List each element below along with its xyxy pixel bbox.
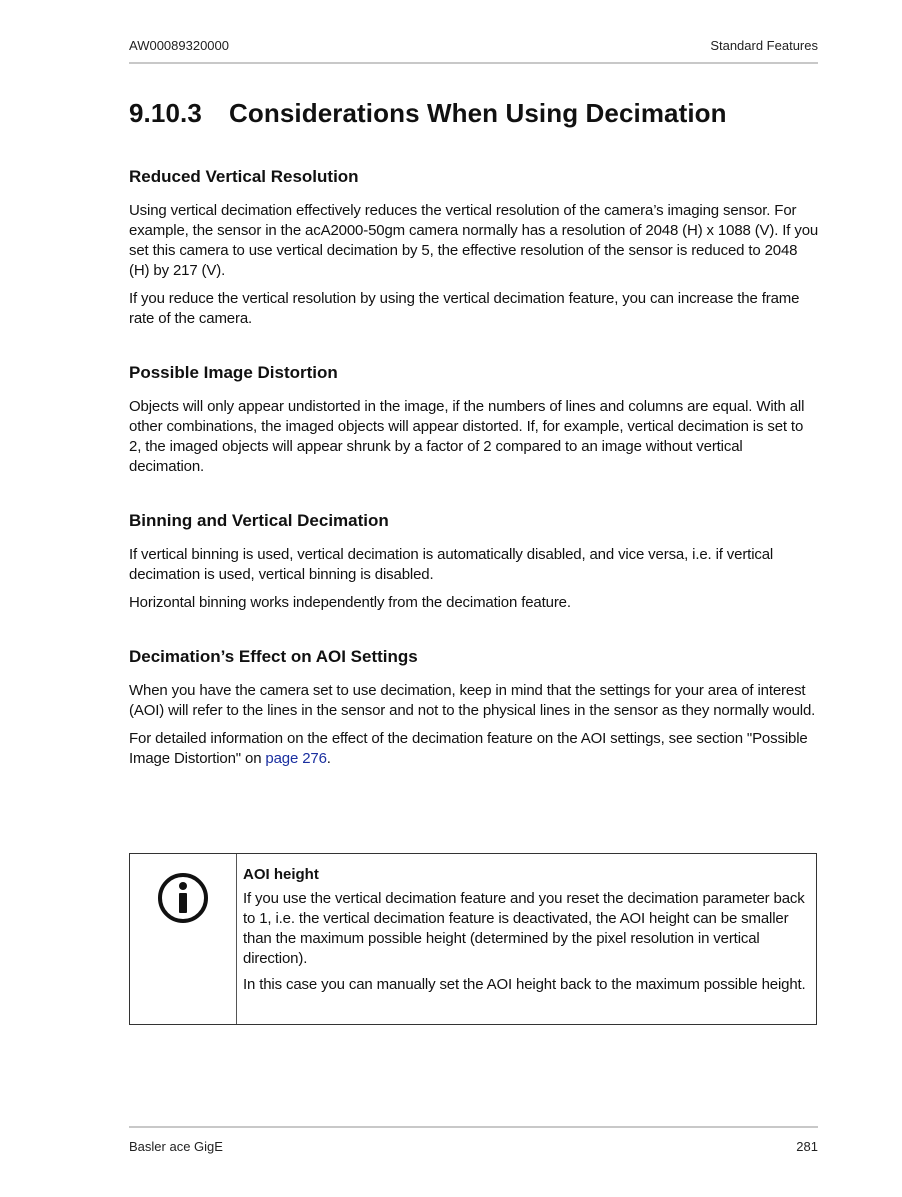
subsection-possible-image-distortion bbox=[129, 363, 819, 477]
paragraph: If you reduce the vertical resolution by using the vertical decimation feature, you can increase the frame rate of the camera. bbox=[129, 290, 800, 327]
note-title: AOI height bbox=[243, 866, 319, 883]
paragraph: When you have the camera set to use decimation, keep in mind that the settings for your area of interest (AOI) will refer to the lines in the sensor and not to the physical lines in the sensor as they normally would. bbox=[129, 682, 816, 719]
subsection-heading: Decimation’s Effect on AOI Settings bbox=[129, 647, 418, 666]
subsection-heading: Binning and Vertical Decimation bbox=[129, 511, 389, 530]
note-paragraph: In this case you can manually set the AOI height back to the maximum possible height. bbox=[243, 976, 806, 993]
page-body bbox=[129, 98, 819, 803]
paragraph: Using vertical decimation effectively reduces the vertical resolution of the camera’s imaging sensor. For example, the sensor in the acA2000-50gm camera normally has a resolution of 2048 (H) x 1088 (V). If you set this camera to use vertical decimation by 5, the effective resolution of the sensor is reduced to 2048 (H) by 217 (V). bbox=[129, 202, 819, 279]
header-divider bbox=[129, 62, 818, 64]
note-icon-cell bbox=[130, 854, 237, 1024]
subsection-heading: Reduced Vertical Resolution bbox=[129, 167, 359, 186]
note-text-cell bbox=[237, 854, 816, 1024]
page-276-link[interactable]: page 276 bbox=[265, 750, 327, 767]
section-title-text: Considerations When Using Decimation bbox=[229, 98, 727, 128]
paragraph: If vertical binning is used, vertical decimation is automatically disabled, and vice versa, i.e. if vertical decimation is used, vertical binning is disabled. bbox=[129, 546, 774, 583]
note-paragraph: If you use the vertical decimation feature and you reset the decimation parameter back to 1, i.e. the vertical decimation feature is deactivated, the AOI height can be smaller than the maximum possible height (determined by the pixel resolution in vertical direction). bbox=[243, 890, 805, 967]
subsection-reduced-vertical-resolution bbox=[129, 167, 819, 329]
reference-paragraph bbox=[129, 729, 819, 769]
subsection-aoi-settings bbox=[129, 647, 819, 769]
subsection-heading: Possible Image Distortion bbox=[129, 363, 338, 382]
reference-text: For detailed information on the effect of the decimation feature on the AOI settings, see section "Possible Image Distortion" on bbox=[129, 730, 808, 767]
reference-text-end: . bbox=[326, 750, 331, 767]
document-id: AW00089320000 bbox=[129, 38, 229, 53]
product-name: Basler ace GigE bbox=[129, 1139, 223, 1154]
section-title bbox=[129, 98, 819, 129]
page-number: 281 bbox=[796, 1139, 818, 1154]
note-box bbox=[129, 853, 817, 1025]
paragraph: Objects will only appear undistorted in the image, if the numbers of lines and columns are equal. With all other combinations, the imaged objects will appear distorted. If, for example, vertical decimation is set to 2, the imaged objects will appear shrunk by a factor of 2 compared to an image without vertical decimation. bbox=[129, 398, 805, 475]
section-number: 9.10.3 bbox=[129, 98, 202, 128]
paragraph: Horizontal binning works independently from the decimation feature. bbox=[129, 594, 571, 611]
subsection-binning-and-decimation bbox=[129, 511, 819, 613]
info-icon bbox=[156, 871, 210, 925]
chapter-name: Standard Features bbox=[710, 38, 818, 53]
footer-divider bbox=[129, 1126, 818, 1128]
